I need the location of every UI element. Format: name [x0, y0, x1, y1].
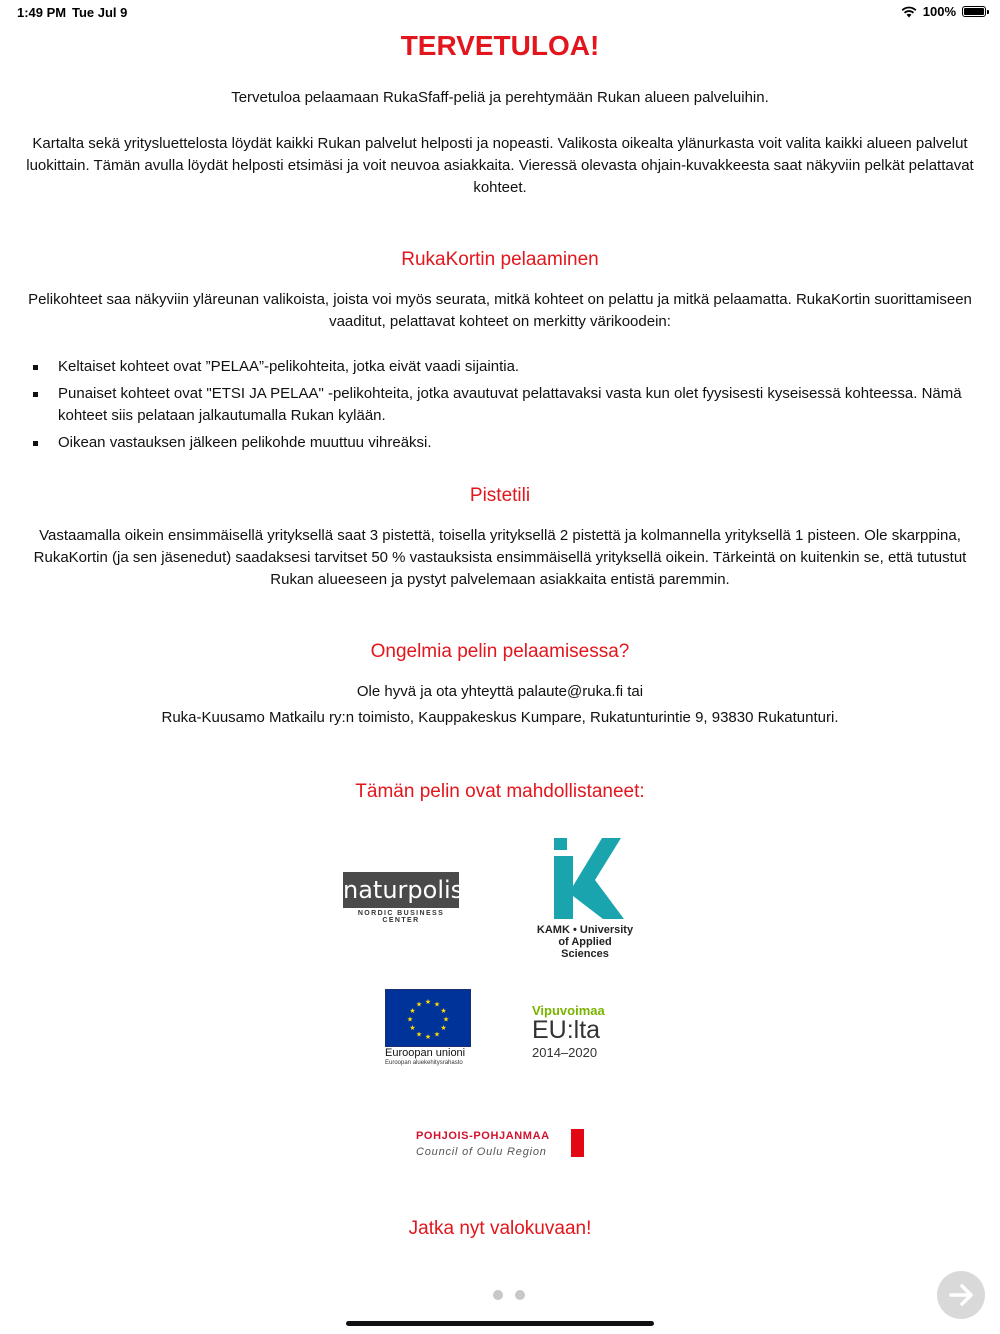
status-bar [0, 0, 1000, 24]
page-title: TERVETULOA! [400, 30, 600, 61]
rukakortti-bullets [30, 356, 975, 459]
eu-logo [385, 989, 485, 1069]
welcome-body-line: Kartalta sekä yritysluettelosta löydät kaikki Rukan palvelut helposti ja nopeasti. Valikosta oikealta ylänurkasta voit valita kaikki alueen palvelut [32, 135, 968, 152]
next-button[interactable] [937, 1271, 985, 1319]
svg-text:★: ★ [409, 1024, 416, 1032]
svg-text:★: ★ [442, 1015, 450, 1024]
rukakortti-text [20, 289, 980, 333]
welcome-body-line: kohteet. [473, 179, 527, 196]
svg-text:★: ★ [424, 1033, 432, 1041]
vipuvoimaa-line: EU:lta [532, 1016, 601, 1044]
pp-subtitle: Council of Oulu Region [416, 1146, 547, 1158]
home-indicator[interactable] [346, 1321, 654, 1326]
svg-text:★: ★ [440, 1007, 447, 1015]
continue-link[interactable]: Jatka nyt valokuvaan! [408, 1218, 592, 1239]
naturpolis-tagline: NORDIC BUSINESS CENTER [357, 910, 445, 924]
kamk-caption [535, 924, 635, 960]
eu-stars-icon [386, 990, 470, 1046]
pp-red-bar [571, 1129, 584, 1157]
battery-icon [962, 6, 986, 17]
rukakortti-line: vaaditut, pelattavat kohteet on merkitty värikoodein: [329, 313, 671, 330]
kamk-line: KAMK • University [536, 924, 634, 936]
kamk-line: of Applied Sciences [558, 936, 612, 960]
wifi-icon [901, 6, 917, 18]
pistetili-line: RukaKortin (ja sen jäsenedut) saadaksesi tarvitset 50 % vastauksista ensimmäisellä yrityksellä oikein. Tärkeintä on kuitenkin se, että tutustut [33, 549, 967, 566]
naturpolis-wordmark: naturpolis [343, 872, 459, 908]
kamk-k-icon [535, 836, 635, 922]
vipuvoimaa-line: Vipuvoimaa [532, 1003, 605, 1018]
naturpolis-logo [343, 872, 464, 924]
arrow-right-icon [937, 1271, 985, 1319]
pp-title: POHJOIS-POHJANMAA [416, 1130, 550, 1142]
status-right [901, 4, 986, 19]
intro-text: Tervetuloa pelaamaan RukaSfaff-peliä ja perehtymään Rukan alueen palveluihin. [231, 89, 769, 106]
svg-text:★: ★ [406, 1015, 414, 1024]
svg-text:★: ★ [440, 1024, 447, 1032]
pistetili-line: Rukan alueeseen ja pystyt palvelemaan asiakkaita entistä paremmin. [270, 571, 730, 588]
bullet-item: Oikean vastauksen jälkeen pelikohde muuttuu vihreäksi. [30, 432, 975, 454]
status-time: 1:49 PM [17, 5, 67, 20]
sponsors-heading: Tämän pelin ovat mahdollistaneet: [355, 781, 645, 802]
bullet-item: Punaiset kohteet ovat "ETSI JA PELAA" -pelikohteita, jotka avautuvat pelattavaksi vasta kun olet fyysisesti kyseisessä kohteessa. Nämä kohteet siis pelataan jalkautumalla Rukan kylään. [30, 383, 975, 427]
pistetili-line: Vastaamalla oikein ensimmäisellä yrityksellä saat 3 pistettä, toisella yrityksellä 2 pistettä ja kolmannella yrityksellä 1 pisteen. Ole skarppina, [39, 527, 961, 544]
welcome-body [20, 133, 980, 199]
bullet-item: Keltaiset kohteet ovat ”PELAA”-pelikohteita, jotka eivät vaadi sijaintia. [30, 356, 975, 378]
address-line: Ruka-Kuusamo Matkailu ry:n toimisto, Kauppakeskus Kumpare, Rukatunturintie 9, 93830 Rukatunturi. [161, 709, 839, 726]
vipuvoimaa-years: 2014–2020 [532, 1045, 598, 1060]
rukakortti-line: Pelikohteet saa näkyviin yläreunan valikoista, joista voi myös seurata, mitkä kohteet on pelattu ja mitkä pelaamatta. RukaKortin suorittamiseen [28, 291, 972, 308]
svg-text:★: ★ [415, 1000, 423, 1009]
page-indicator [493, 1290, 525, 1300]
svg-text:★: ★ [424, 998, 432, 1006]
rukakortti-heading: RukaKortin pelaaminen [401, 249, 599, 270]
svg-text:★: ★ [433, 1030, 441, 1039]
pistetili-heading: Pistetili [469, 485, 531, 506]
svg-text:★: ★ [409, 1007, 416, 1015]
contact-line: Ole hyvä ja ota yhteyttä palaute@ruka.fi tai [356, 683, 644, 700]
ongelmia-heading: Ongelmia pelin pelaamisessa? [370, 641, 630, 662]
page-dot[interactable] [493, 1290, 503, 1300]
svg-text:★: ★ [415, 1030, 423, 1039]
status-date: Tue Jul 9 [72, 5, 128, 20]
kamk-logo [535, 836, 635, 960]
pohjois-pohjanmaa-logo [416, 1130, 586, 1160]
eu-flag-icon [385, 989, 471, 1047]
vipuvoimaa-logo [532, 1003, 632, 1063]
eu-fund: Euroopan aluekehitysrahasto [385, 1060, 463, 1066]
eu-name: Euroopan unioni [385, 1047, 466, 1059]
page-dot[interactable] [515, 1290, 525, 1300]
pistetili-text [20, 525, 980, 591]
welcome-body-line: luokittain. Tämän avulla löydät helposti etsimäsi ja voit neuvoa asiakkaita. Vieressä olevasta ohjain-kuvakkeesta saat näkyviin pelkät pelattavat [26, 157, 974, 174]
battery-percent: 100% [922, 4, 956, 19]
svg-text:★: ★ [433, 1000, 441, 1009]
